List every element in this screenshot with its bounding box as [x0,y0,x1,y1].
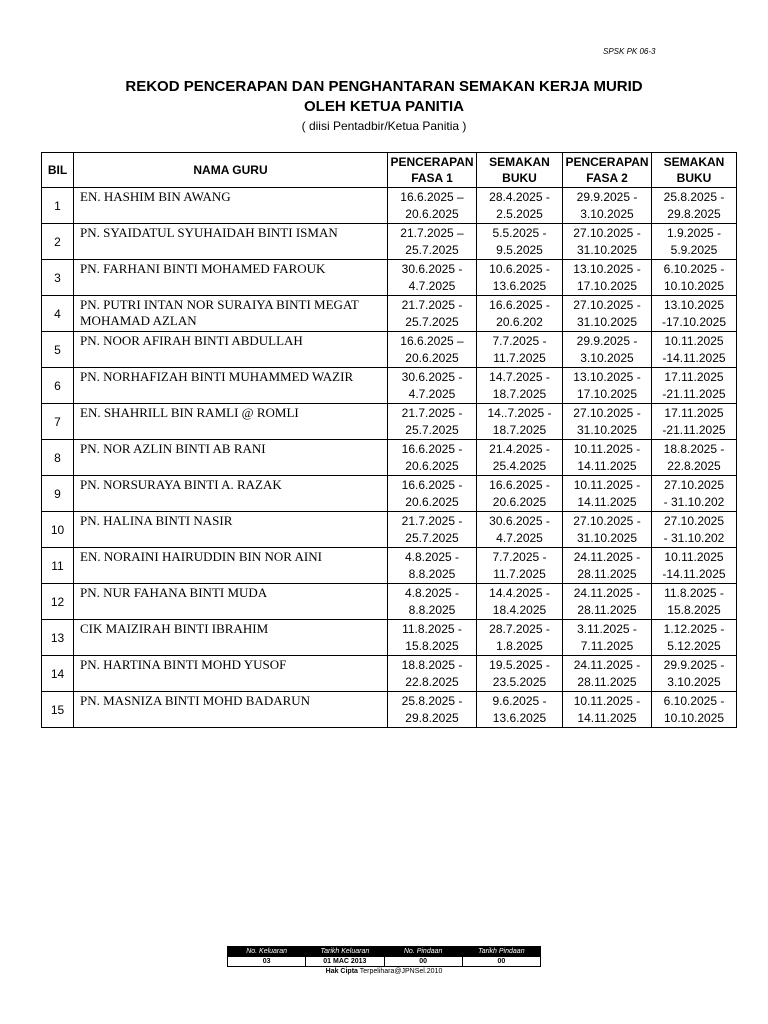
table-row [42,404,737,440]
date-line: 5.5.2025 - [492,225,547,240]
pencerapan-fasa2-dates [563,260,652,296]
date-line: -21.11.2025 [662,422,726,437]
date-line: 18.8.2025 - [663,441,725,456]
semakan-buku2-dates [652,368,737,404]
date-line: 28.7.2025 - [489,621,550,636]
pencerapan-fasa1-dates [388,260,477,296]
teacher-name: PN. SYAIDATUL SYUHAIDAH BINTI ISMAN [74,224,388,260]
row-number: 5 [42,332,74,368]
teacher-name: PN. NOOR AFIRAH BINTI ABDULLAH [74,332,388,368]
date-line: 30.6.2025 - [401,261,463,276]
pencerapan-fasa2-dates [563,656,652,692]
pencerapan-fasa2-dates [563,296,652,332]
control-header: No. Keluaran [228,947,306,957]
date-line: 29.9.2025 - [576,189,638,204]
pencerapan-fasa2-dates [563,440,652,476]
date-line: 25.4.2025 [492,458,547,473]
pencerapan-fasa1-dates [388,584,477,620]
date-line: 20.6.2025 [405,206,459,221]
date-line: 1.12.2025 - [663,621,725,636]
date-line: 31.10.2025 [576,314,638,329]
date-line: 6.10.2025 - [663,693,725,708]
date-line: 7.7.2025 - [492,549,547,564]
teacher-name: PN. NORHAFIZAH BINTI MUHAMMED WAZIR [74,368,388,404]
pencerapan-fasa2-dates [563,476,652,512]
date-line: -17.10.2025 [661,314,727,329]
pencerapan-fasa2-dates [563,404,652,440]
date-line: 14.7.2025 - [489,369,550,384]
date-line: 7.11.2025 [580,638,634,653]
document-code: SPSK PK 06-3 [603,47,656,56]
date-line: 13.6.2025 [492,278,547,293]
teacher-name: PN. NUR FAHANA BINTI MUDA [74,584,388,620]
date-line: 25.7.2025 [405,422,459,437]
row-number: 2 [42,224,74,260]
teacher-name: PN. FARHANI BINTI MOHAMED FAROUK [74,260,388,296]
row-number: 15 [42,692,74,728]
pencerapan-fasa1-dates [388,476,477,512]
date-line: 28.11.2025 [577,566,637,581]
document-title: REKOD PENCERAPAN DAN PENGHANTARAN SEMAKAN KERJA MURID [125,78,643,95]
header-label: PENCERAPAN [565,155,649,169]
date-line: 27.10.2025 - [573,297,641,312]
row-number: 6 [42,368,74,404]
date-line: 23.5.2025 [492,674,547,689]
date-line: 4.7.2025 [408,386,456,401]
semakan-buku2-dates [652,440,737,476]
date-line: 3.10.2025 [580,350,634,365]
semakan-buku2-dates [652,296,737,332]
date-line: 10.11.2025 - [573,477,641,492]
semakan-buku1-dates [477,332,563,368]
date-line: 20.6.2025 [492,494,547,509]
teacher-name: PN. HALINA BINTI NASIR [74,512,388,548]
table-row [42,656,737,692]
date-line: 15.8.2025 [667,602,721,617]
date-line: 25.8.2025 - [663,189,725,204]
row-number: 1 [42,188,74,224]
date-line: 14.11.2025 [577,710,637,725]
pencerapan-fasa1-dates [388,548,477,584]
header-label: BUKU [676,171,712,185]
date-line: 24.11.2025 - [573,549,641,564]
pencerapan-fasa2-dates [563,224,652,260]
row-number: 7 [42,404,74,440]
pencerapan-fasa1-dates [388,512,477,548]
date-line: 27.10.2025 - [573,405,641,420]
date-line: 25.8.2025 - [401,693,463,708]
control-value: 01 MAC 2013 [306,957,384,967]
pencerapan-fasa2-dates [563,584,652,620]
copyright-notice [227,968,541,975]
pencerapan-fasa1-dates [388,620,477,656]
date-line: 29.8.2025 [667,206,721,221]
date-line: 6.10.2025 - [663,261,725,276]
teacher-name: PN. HARTINA BINTI MOHD YUSOF [74,656,388,692]
date-line: 21.7.2025 – [400,225,464,240]
semakan-buku2-dates [652,476,737,512]
date-line: -14.11.2025 [662,350,726,365]
date-line: 21.7.2025 - [401,405,463,420]
teacher-name: PN. NOR AZLIN BINTI AB RANI [74,440,388,476]
pencerapan-fasa2-dates [563,188,652,224]
teacher-name: PN. PUTRI INTAN NOR SURAIYA BINTI MEGAT MOHAMAD AZLAN [74,296,388,332]
pencerapan-fasa1-dates [388,224,477,260]
pencerapan-fasa1-dates [388,368,477,404]
date-line: 25.7.2025 [405,242,459,257]
semakan-buku1-dates [477,404,563,440]
header-pencerapan-fasa2 [563,153,652,188]
row-number: 10 [42,512,74,548]
semakan-buku1-dates [477,512,563,548]
pencerapan-fasa2-dates [563,692,652,728]
pencerapan-fasa1-dates [388,656,477,692]
table-row [42,260,737,296]
date-line: 11.8.2025 - [402,621,462,636]
semakan-buku2-dates [652,404,737,440]
table-row [42,584,737,620]
date-line: 4.8.2025 - [404,585,460,600]
control-header: No. Pindaan [384,947,462,957]
date-line: 29.9.2025 - [663,657,725,672]
date-line: 30.6.2025 - [401,369,463,384]
date-line: 5.9.2025 [670,242,718,257]
table-row [42,512,737,548]
date-line: 7.7.2025 - [492,333,547,348]
header-label: PENCERAPAN [390,155,474,169]
date-line: 29.9.2025 - [576,333,638,348]
document-title-line2: OLEH KETUA PANITIA [304,98,464,115]
date-line: 21.7.2025 - [401,297,463,312]
table-header-row [42,153,737,188]
pencerapan-fasa1-dates [388,296,477,332]
date-line: -21.11.2025 [662,386,726,401]
header-label: FASA 2 [586,171,628,185]
date-line: 20.6.2025 [405,458,459,473]
date-line: 17.11.2025 [664,369,724,384]
control-value: 00 [384,957,462,967]
date-line: 27.10.2025 [663,477,725,492]
pencerapan-fasa2-dates [563,512,652,548]
date-line: 21.4.2025 - [489,441,550,456]
semakan-buku2-dates [652,656,737,692]
semakan-buku1-dates [477,188,563,224]
document-control-table [227,946,541,967]
date-line: 17.10.2025 [576,386,638,401]
header-semakan-buku-1 [477,153,563,188]
date-line: 14.11.2025 [577,494,637,509]
date-line: 24.11.2025 - [573,585,641,600]
semakan-buku2-dates [652,512,737,548]
header-label: FASA 1 [411,171,453,185]
date-line: 31.10.2025 [576,422,638,437]
date-line: 20.6.2025 [405,350,459,365]
date-line: 14.11.2025 [577,458,637,473]
date-line: 4.7.2025 [496,530,543,545]
date-line: 18.4.2025 [492,602,547,617]
date-line: 25.7.2025 [405,530,459,545]
date-line: 28.11.2025 [577,602,637,617]
header-label: BUKU [502,171,537,185]
date-line: 16.6.2025 - [401,441,463,456]
date-line: 10.11.2025 [664,333,724,348]
date-line: - 31.10.202 [663,494,725,509]
teacher-name: EN. SHAHRILL BIN RAMLI @ ROMLI [74,404,388,440]
row-number: 11 [42,548,74,584]
copyright-text: Terpelihara@JPNSel.2010 [357,968,443,975]
date-line: 14..7.2025 - [487,405,552,420]
table-row [42,476,737,512]
table-row [42,296,737,332]
control-header: Tarikh Pindaan [462,947,540,957]
record-table [41,152,737,728]
date-line: 16.6.2025 - [401,477,463,492]
table-row [42,368,737,404]
date-line: 22.8.2025 [667,458,721,473]
pencerapan-fasa1-dates [388,188,477,224]
date-line: 18.7.2025 [492,422,547,437]
date-line: 8.8.2025 [408,566,456,581]
date-line: 19.5.2025 - [489,657,550,672]
date-line: 31.10.2025 [576,530,638,545]
teacher-name: CIK MAIZIRAH BINTI IBRAHIM [74,620,388,656]
semakan-buku1-dates [477,548,563,584]
date-line: 5.12.2025 [667,638,721,653]
date-line: 10.11.2025 - [573,441,641,456]
document-subtitle: ( diisi Pentadbir/Ketua Panitia ) [301,119,467,133]
semakan-buku2-dates [652,692,737,728]
pencerapan-fasa1-dates [388,692,477,728]
date-line: 10.6.2025 - [489,261,550,276]
header-semakan-buku-2 [652,153,737,188]
date-line: 18.7.2025 [492,386,547,401]
teacher-name: EN. NORAINI HAIRUDDIN BIN NOR AINI [74,548,388,584]
teacher-name: PN. MASNIZA BINTI MOHD BADARUN [74,692,388,728]
date-line: 4.7.2025 [408,278,456,293]
date-line: 1.8.2025 [496,638,543,653]
date-line: - 31.10.202 [663,530,725,545]
pencerapan-fasa2-dates [563,620,652,656]
table-row [42,224,737,260]
semakan-buku1-dates [477,584,563,620]
date-line: 21.7.2025 - [401,513,463,528]
date-line: 10.11.2025 - [573,693,641,708]
date-line: 4.8.2025 - [404,549,460,564]
row-number: 14 [42,656,74,692]
row-number: 9 [42,476,74,512]
control-value: 03 [228,957,306,967]
table-row [42,188,737,224]
table-row [42,332,737,368]
semakan-buku1-dates [477,476,563,512]
date-line: 3.10.2025 [580,206,634,221]
date-line: 9.5.2025 [496,242,543,257]
date-line: 10.10.2025 [663,278,725,293]
header-nama-guru: NAMA GURU [74,153,388,188]
date-line: 31.10.2025 [576,242,638,257]
date-line: 2.5.2025 [496,206,543,221]
semakan-buku2-dates [652,224,737,260]
semakan-buku2-dates [652,260,737,296]
header-label: SEMAKAN [663,155,725,169]
pencerapan-fasa2-dates [563,548,652,584]
header-bil: BIL [42,153,74,188]
date-line: 13.10.2025 [663,297,725,312]
date-line: 16.6.2025 - [489,297,550,312]
date-line: 16.6.2025 – [400,189,464,204]
table-row [42,440,737,476]
semakan-buku1-dates [477,296,563,332]
table-row [42,620,737,656]
date-line: 16.6.2025 – [400,333,464,348]
header-label: SEMAKAN [489,155,550,169]
pencerapan-fasa1-dates [388,332,477,368]
date-line: 15.8.2025 [405,638,459,653]
teacher-name: PN. NORSURAYA BINTI A. RAZAK [74,476,388,512]
pencerapan-fasa1-dates [388,440,477,476]
date-line: 28.4.2025 - [489,189,550,204]
date-line: 25.7.2025 [405,314,459,329]
date-line: 17.11.2025 [664,405,724,420]
date-line: 13.10.2025 - [573,261,641,276]
row-number: 12 [42,584,74,620]
date-line: 1.9.2025 - [666,225,722,240]
date-line: 10.11.2025 [664,549,724,564]
semakan-buku2-dates [652,188,737,224]
date-line: 16.6.2025 - [489,477,550,492]
date-line: 13.10.2025 - [573,369,641,384]
semakan-buku2-dates [652,584,737,620]
semakan-buku2-dates [652,332,737,368]
date-line: 3.10.2025 [667,674,721,689]
date-line: 17.10.2025 [576,278,638,293]
row-number: 4 [42,296,74,332]
semakan-buku1-dates [477,224,563,260]
date-line: 20.6.2025 [405,494,459,509]
date-line: 29.8.2025 [405,710,459,725]
date-line: 30.6.2025 - [489,513,550,528]
control-value: 00 [462,957,540,967]
date-line: 27.10.2025 - [573,225,641,240]
date-line: 27.10.2025 - [573,513,641,528]
date-line: 22.8.2025 [405,674,459,689]
semakan-buku1-dates [477,692,563,728]
pencerapan-fasa2-dates [563,368,652,404]
semakan-buku2-dates [652,548,737,584]
date-line: 11.7.2025 [493,350,546,365]
date-line: 24.11.2025 - [573,657,641,672]
date-line: 28.11.2025 [577,674,637,689]
teacher-name: EN. HASHIM BIN AWANG [74,188,388,224]
semakan-buku1-dates [477,620,563,656]
date-line: 9.6.2025 - [492,693,547,708]
control-header-row [228,947,541,957]
header-pencerapan-fasa1 [388,153,477,188]
semakan-buku1-dates [477,260,563,296]
date-line: 11.7.2025 [493,566,546,581]
date-line: 13.6.2025 [492,710,547,725]
date-line: 8.8.2025 [408,602,456,617]
pencerapan-fasa1-dates [388,404,477,440]
date-line: 20.6.202 [496,314,543,329]
date-line: 27.10.2025 [663,513,725,528]
copyright-bold: Hak Cipta [325,968,358,975]
date-line: 18.8.2025 - [401,657,463,672]
row-number: 13 [42,620,74,656]
table-row [42,692,737,728]
date-line: 14.4.2025 - [489,585,550,600]
semakan-buku1-dates [477,656,563,692]
row-number: 8 [42,440,74,476]
date-line: 3.11.2025 - [577,621,637,636]
date-line: 11.8.2025 - [664,585,724,600]
row-number: 3 [42,260,74,296]
date-line: -14.11.2025 [662,566,726,581]
semakan-buku2-dates [652,620,737,656]
date-line: 10.10.2025 [663,710,725,725]
pencerapan-fasa2-dates [563,332,652,368]
control-value-row [228,957,541,967]
semakan-buku1-dates [477,368,563,404]
semakan-buku1-dates [477,440,563,476]
control-header: Tarikh Keluaran [306,947,384,957]
table-row [42,548,737,584]
